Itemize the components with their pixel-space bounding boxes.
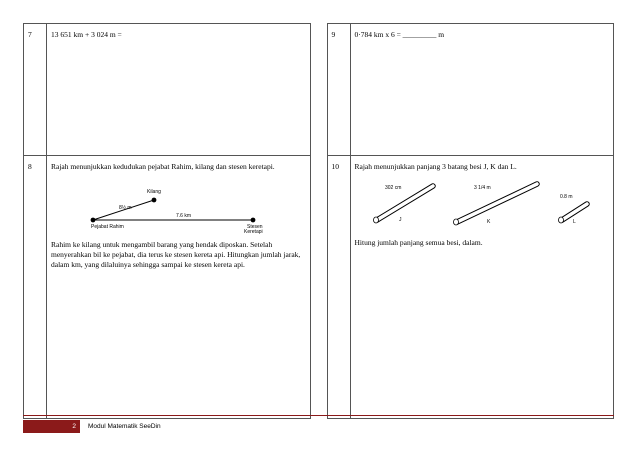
q10-cell bbox=[350, 156, 614, 419]
rod-k bbox=[453, 184, 537, 225]
keretapi-label: Keretapi bbox=[244, 229, 263, 235]
kilang-point bbox=[152, 198, 157, 203]
q8-number: 8 bbox=[24, 156, 47, 419]
rod-j-length: 302 cm bbox=[384, 185, 401, 192]
footer-title: Modul Matematik SeeDin bbox=[88, 423, 161, 430]
pejabat-point bbox=[91, 218, 96, 223]
column-gap bbox=[310, 24, 327, 156]
q10-intro: Rajah menunjukkan panjang 3 batang besi J, K dan L. bbox=[354, 162, 517, 171]
dist-b-label: 7.6 km bbox=[176, 213, 192, 220]
q10-body: Hitung jumlah panjang semua besi, dalam. bbox=[354, 238, 483, 248]
column-gap bbox=[310, 156, 327, 419]
page-number: 2 bbox=[23, 420, 80, 433]
stesen-point bbox=[251, 218, 256, 223]
q7-text: 13 651 km + 3 024 m = bbox=[47, 24, 311, 156]
q8-distance-diagram bbox=[51, 176, 291, 234]
q9-text: 0·784 km x 6 = _________ m bbox=[350, 24, 614, 156]
q7-number: 7 bbox=[24, 24, 47, 156]
rod-l-label: L bbox=[572, 219, 576, 226]
dist-a-label: 8½ m bbox=[119, 205, 132, 212]
kilang-label: Kilang bbox=[147, 189, 161, 196]
rod-l-length: 0.8 m bbox=[559, 194, 573, 201]
rod-k-length: 3 1/4 m bbox=[473, 185, 491, 192]
q8-intro: Rajah menunjukkan kedudukan pejabat Rahim, kilang dan stesen keretapi. bbox=[51, 162, 275, 171]
q9-number: 9 bbox=[327, 24, 350, 156]
q8-body: Rahim ke kilang untuk mengambil barang yang hendak diposkan. Setelah menyerahkan bil ke pejabat, dia terus ke stesen kereta api. Hitungkan jumlah jarak, dalam km, yang dilaluinya sehingga sampai ke stesen kereta api. bbox=[51, 240, 301, 270]
rod-j-label: J bbox=[398, 217, 401, 224]
question-table bbox=[23, 23, 614, 419]
q10-rods-diagram bbox=[355, 176, 595, 232]
rod-k-label: K bbox=[486, 219, 490, 226]
rod-j bbox=[373, 186, 433, 223]
q8-cell bbox=[47, 156, 311, 419]
page-footer bbox=[23, 415, 614, 436]
q10-number: 10 bbox=[327, 156, 350, 419]
pejabat-label: Pejabat Rahim bbox=[91, 224, 124, 231]
stesen-label: Stesen bbox=[247, 224, 263, 231]
